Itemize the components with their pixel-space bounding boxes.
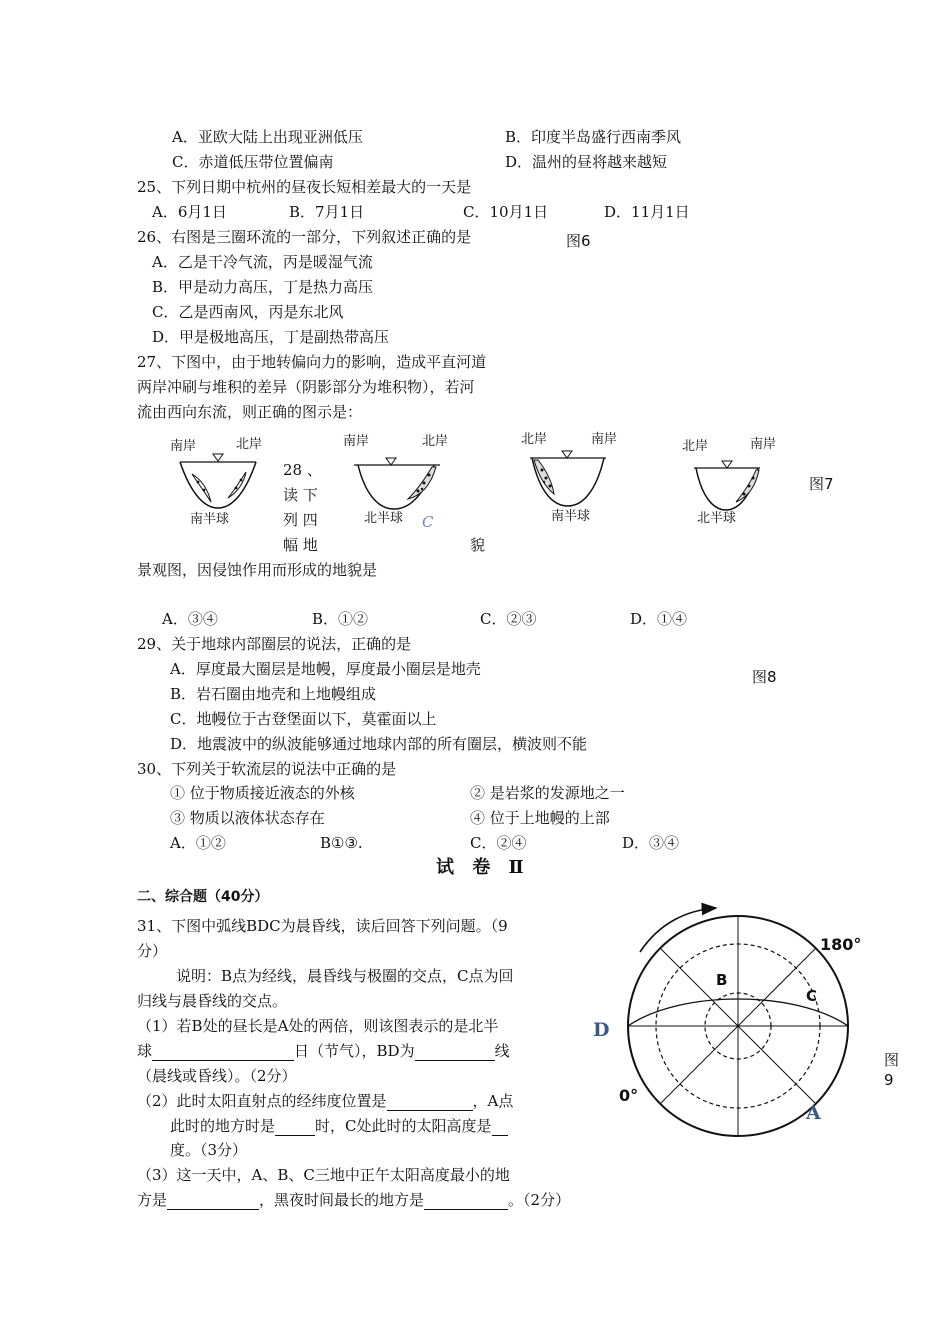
diagram3-right-bank: 南岸: [591, 432, 618, 447]
longest-night-blank[interactable]: [424, 1193, 508, 1210]
figure-8-label: 图8: [752, 668, 777, 686]
q30-stem: 30、下列关于软流层的说法中正确的是: [137, 760, 397, 778]
diagram4-hemisphere: 北半球: [697, 511, 737, 526]
q28-stem-part2: 读 下: [283, 486, 318, 504]
q30-statement-1: ① 位于物质接近液态的外核: [170, 784, 355, 802]
river-diagram-4: [692, 458, 762, 514]
figure-7-label: 图7: [809, 475, 834, 493]
longitude-0-label: 0°: [619, 1086, 639, 1105]
q30-option-a: A．①②: [170, 834, 226, 852]
figure-9-label-part1: 图: [884, 1051, 900, 1069]
q31-part1-line3: （晨线或昏线）。（2分）: [137, 1067, 297, 1085]
q27-stem-line3: 流由西向东流，则正确的图示是：: [137, 403, 363, 421]
q27-stem-line2: 两岸冲刷与堆积的差异（阴影部分为堆积物），若河: [137, 378, 475, 396]
q31-note-line2: 归线与晨昏线的交点。: [137, 992, 288, 1010]
q26-stem: 26、右图是三圈环流的一部分，下列叙述正确的是: [137, 228, 472, 246]
q29-option-a: A．厚度最大圈层是地幔，厚度最小圈层是地壳: [170, 660, 481, 678]
stray-letter: C: [422, 513, 434, 531]
q28-stem-part1: 28 、: [283, 461, 322, 479]
paper-2-title: 试 卷 Ⅱ: [436, 857, 530, 878]
q31-part1-text-b: 日（节气），BD为: [294, 1042, 415, 1060]
diagram2-left-bank: 南岸: [343, 434, 370, 449]
diagram2-right-bank: 北岸: [422, 434, 449, 449]
lowest-altitude-blank[interactable]: [167, 1193, 259, 1210]
q28-stem-part4: 幅 地: [283, 536, 318, 554]
river-diagram-2: [352, 455, 442, 515]
diagram1-right-bank: 北岸: [236, 437, 263, 452]
q25-option-c: C．10月1日: [463, 203, 549, 221]
solar-term-blank[interactable]: [152, 1044, 294, 1061]
q31-part1-text-c: 线: [494, 1042, 510, 1060]
q31-stem-line1: 31、下图中弧线BDC为晨昏线，读后回答下列问题。（9: [137, 917, 508, 935]
diagram3-hemisphere: 南半球: [551, 509, 591, 524]
point-c-label: C: [806, 987, 818, 1005]
q31-part1-line2: [137, 1041, 510, 1061]
q29-stem: 29、关于地球内部圈层的说法，正确的是: [137, 635, 412, 653]
q26-option-a: A．乙是干冷气流，丙是暖湿气流: [152, 253, 373, 271]
q28-option-c: C．②③: [480, 610, 537, 628]
q25-option-d: D．11月1日: [604, 203, 690, 221]
q31-part2-text-b: ，A点: [472, 1092, 514, 1110]
q29-option-d: D．地震波中的纵波能够通过地球内部的所有圈层，横波则不能: [170, 735, 588, 753]
q26-option-c: C．乙是西南风，丙是东北风: [152, 303, 344, 321]
q28-stem-part5: 景观图，因侵蚀作用而形成的地貌是: [137, 561, 378, 579]
q30-option-d: D．③④: [622, 834, 680, 852]
q27-stem-line1: 27、下图中，由于地转偏向力的影响，造成平直河道: [137, 353, 487, 371]
q30-statement-3: ③ 物质以液体状态存在: [170, 809, 325, 827]
longitude-180-label: 180°: [820, 935, 862, 954]
river-diagram-3: [528, 448, 608, 510]
q30-option-c: C．②④: [470, 834, 527, 852]
bd-line-blank[interactable]: [415, 1044, 495, 1061]
diagram2-hemisphere: 北半球: [364, 511, 404, 526]
q24-option-b: B．印度半岛盛行西南季风: [505, 128, 682, 146]
q25-option-a: A．6月1日: [152, 203, 227, 221]
q31-part2-line1: [137, 1091, 513, 1111]
q26-option-d: D．甲是极地高压，丁是副热带高压: [152, 328, 390, 346]
q28-option-b: B．①②: [312, 610, 369, 628]
point-a-label: A: [806, 1102, 821, 1124]
figure-6-label: 图6: [566, 232, 591, 250]
q31-note-line1: 说明：B点为经线，晨昏线与极圈的交点，C点为回: [176, 967, 514, 985]
q30-statement-2: ② 是岩浆的发源地之一: [470, 784, 625, 802]
diagram4-left-bank: 北岸: [682, 439, 709, 454]
q31-part3-line2: [137, 1190, 570, 1210]
q31-part2-line3: 度。（3分）: [170, 1141, 248, 1159]
q31-part1-text-a: 球: [137, 1042, 153, 1060]
subsolar-point-blank[interactable]: [387, 1094, 473, 1111]
section-2-heading: 二、综合题（40分）: [137, 889, 269, 905]
q28-stem-part3: 列 四: [283, 511, 318, 529]
q28-stem-part4b: 貌: [470, 536, 486, 554]
q31-part3-text-a: 方是: [137, 1191, 168, 1209]
q30-option-b: B①③.: [320, 834, 363, 852]
q31-part2-text-a: （2）此时太阳直射点的经纬度位置是: [137, 1092, 387, 1110]
diagram4-right-bank: 南岸: [750, 437, 777, 452]
q29-option-c: C．地幔位于古登堡面以下，莫霍面以上: [170, 710, 437, 728]
river-diagram-1: [178, 452, 258, 512]
q24-option-d: D．温州的昼将越来越短: [505, 153, 668, 171]
figure-9-polar-diagram: [620, 898, 860, 1138]
q28-option-d: D．①④: [630, 610, 688, 628]
q24-option-c: C．赤道低压带位置偏南: [172, 153, 334, 171]
q28-option-a: A．③④: [162, 610, 218, 628]
diagram1-left-bank: 南岸: [170, 439, 197, 454]
q31-part1-line1: （1）若B处的昼长是A处的两倍，则该图表示的是北半: [137, 1017, 499, 1035]
q29-option-b: B．岩石圈由地壳和上地幔组成: [170, 685, 377, 703]
q24-option-a: A．亚欧大陆上出现亚洲低压: [172, 128, 363, 146]
q25-stem: 25、下列日期中杭州的昼夜长短相差最大的一天是: [137, 178, 472, 196]
q30-statement-4: ④ 位于上地幔的上部: [470, 809, 610, 827]
figure-9-label-part2: 9: [884, 1071, 894, 1089]
q25-option-b: B．7月1日: [289, 203, 365, 221]
q31-stem-line2: 分）: [137, 942, 168, 960]
q31-part2-line2: [170, 1116, 508, 1136]
diagram1-hemisphere: 南半球: [190, 512, 230, 527]
q31-part2-text-d: 时，C处此时的太阳高度是: [315, 1117, 492, 1135]
q31-part3-text-c: 。（2分）: [508, 1191, 571, 1209]
q31-part2-text-c: 此时的地方时是: [170, 1117, 276, 1135]
solar-altitude-blank[interactable]: [492, 1119, 508, 1136]
local-time-blank[interactable]: [275, 1119, 315, 1136]
q26-option-b: B．甲是动力高压，丁是热力高压: [152, 278, 374, 296]
diagram3-left-bank: 北岸: [521, 432, 548, 447]
point-d-label: D: [593, 1019, 610, 1041]
q31-part3-line1: （3）这一天中，A、B、C三地中正午太阳高度最小的地: [137, 1166, 510, 1184]
point-b-label: B: [716, 971, 728, 989]
q31-part3-text-b: ，黑夜时间最长的地方是: [259, 1191, 425, 1209]
